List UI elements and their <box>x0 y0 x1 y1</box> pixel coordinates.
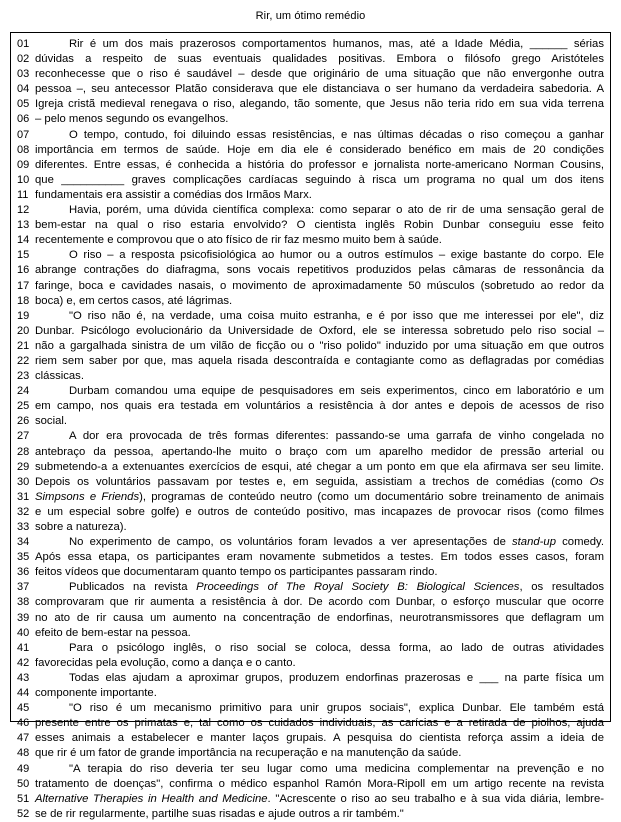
text-line <box>15 233 604 248</box>
line-text: favorecidas pela evolução, como a dança e o canto. <box>35 656 296 669</box>
line-text: Simpsons e Friends), programas de conteúdo neutro (como um documentário sobre treinamento de animais <box>35 490 604 503</box>
line-number: 46 <box>17 717 30 730</box>
line-number: 20 <box>17 324 30 337</box>
text-line <box>15 762 604 777</box>
line-text: Igreja cristã medieval renegava o riso, alegando, tão somente, que Jesus não teria rido em sua vida terrena <box>35 98 604 111</box>
line-number: 09 <box>17 158 30 171</box>
text-line <box>15 626 604 641</box>
text-line <box>15 354 604 369</box>
line-number: 50 <box>17 777 30 790</box>
line-number: 32 <box>17 505 30 518</box>
line-text: O riso – a resposta psicofisiológica ao humor ou a outros estímulos – exige bastante do corpo. Ele <box>69 249 604 262</box>
line-number: 51 <box>17 792 30 805</box>
line-text: sobre a natureza). <box>35 521 127 533</box>
line-number: 49 <box>17 762 30 775</box>
line-number: 06 <box>17 113 30 126</box>
line-text: pessoa –, seu antecessor Platão considerava que ele distanciava o ser humano da verdadeira sabedoria. A <box>35 83 604 96</box>
line-number: 28 <box>17 445 30 458</box>
line-number: 26 <box>17 415 30 428</box>
line-number: 48 <box>17 747 30 760</box>
text-line <box>15 565 604 580</box>
line-number: 12 <box>17 204 30 217</box>
line-text: – pelo menos segundo os evangelhos. <box>35 113 229 126</box>
line-text: No experimento de campo, os voluntários foram levados a ver apresentações de stand-up comedy. <box>69 536 604 549</box>
line-text: riem sem saber por que, mas aquela risada descontraída e contagiante como as deflagradas por comédias <box>35 354 604 367</box>
text-line <box>15 279 604 294</box>
text-line <box>15 37 604 52</box>
line-number: 43 <box>17 671 30 684</box>
text-line <box>15 218 604 233</box>
line-number: 35 <box>17 551 30 564</box>
text-line <box>15 188 604 203</box>
text-line <box>15 112 604 127</box>
line-text: Dunbar. Psicólogo evolucionário da Universidade de Oxford, ele se interessa sobretudo pelo riso social – <box>35 324 604 337</box>
line-text: feitos vídeos que documentaram quanto tempo os participantes passaram rindo. <box>35 566 438 579</box>
line-text: Depois os voluntários passavam por testes e, em seguida, assistiam a trechos de comédias (como Os <box>35 475 604 488</box>
line-text: se de rir regularmente, partilhe suas risadas e ajude outros a rir também." <box>35 807 404 820</box>
text-line <box>15 641 604 656</box>
line-number: 03 <box>17 68 30 81</box>
line-number: 29 <box>17 460 30 473</box>
line-text: Publicados na revista Proceedings of The Royal Society B: Biological Sciences, os resultados <box>69 581 605 594</box>
line-text: diferentes. Entre essas, é conhecida a história do professor e jornalista norte-americano Norman Cousins, <box>35 158 604 171</box>
line-number: 31 <box>17 490 30 503</box>
text-line <box>15 384 604 399</box>
line-text: componente importante. <box>35 687 157 700</box>
text-line <box>15 324 604 339</box>
text-line <box>15 505 604 520</box>
text-line <box>15 128 604 143</box>
line-text: presente entre os primatas e, tal como os cuidados individuais, as carícias e a retirada de piolhos, ajuda <box>35 717 604 730</box>
page-title: Rir, um ótimo remédio <box>255 10 366 22</box>
line-text: Rir é um dos mais prazerosos comportamentos humanos, mas, até a Idade Média, ______ sérias <box>69 38 604 50</box>
line-text: dúvidas a respeito de suas eventuais qualidades positivas. Embora o filósofo grego Aristóteles <box>35 53 604 66</box>
line-number: 38 <box>17 596 30 609</box>
line-number: 41 <box>17 641 30 654</box>
line-number: 45 <box>17 702 30 715</box>
text-lines <box>15 37 604 822</box>
line-number: 37 <box>17 581 30 594</box>
line-text: "A terapia do riso deveria ter seu lugar como uma medicina complementar na prevenção e no <box>69 762 604 775</box>
line-number: 34 <box>17 536 30 549</box>
line-text: Para o psicólogo inglês, o riso social se coloca, dessa forma, ao lado de outras atividades <box>69 641 604 654</box>
line-number: 21 <box>17 339 30 352</box>
text-line <box>15 52 604 67</box>
text-line <box>15 701 604 716</box>
line-text: antebraço da pessoa, apertando-lhe muito o braço com um aparelho medidor de pressão arterial ou <box>35 445 604 458</box>
line-number: 36 <box>17 566 30 579</box>
text-line <box>15 248 604 263</box>
text-line <box>15 595 604 610</box>
line-number: 39 <box>17 611 30 624</box>
line-text: clássicas. <box>35 370 84 383</box>
text-line <box>15 339 604 354</box>
line-number: 23 <box>17 370 30 383</box>
text-line <box>15 671 604 686</box>
line-number: 33 <box>17 521 30 533</box>
line-number: 52 <box>17 807 30 820</box>
line-text: não a gargalhada sinistra de um vilão de ficção ou o "riso polido" induzido por uma situação em que outros <box>35 339 604 352</box>
text-line <box>15 580 604 595</box>
line-number: 40 <box>17 626 30 639</box>
line-number: 22 <box>17 354 30 367</box>
line-text: efeito de bem-estar na pessoa. <box>35 626 191 639</box>
text-line <box>15 716 604 731</box>
text-line <box>15 143 604 158</box>
text-line <box>15 550 604 565</box>
line-number: 30 <box>17 475 30 488</box>
text-line <box>15 535 604 550</box>
text-line <box>15 807 604 822</box>
line-text: fundamentais era assistir a comédias dos Irmãos Marx. <box>35 188 312 201</box>
text-line <box>15 611 604 626</box>
line-number: 18 <box>17 294 30 307</box>
text-line <box>15 746 604 761</box>
text-line <box>15 294 604 309</box>
text-line <box>15 158 604 173</box>
line-text: recentemente e comprovou que o ato físico de rir faz mesmo muito bem à saúde. <box>35 234 442 247</box>
line-number: 04 <box>17 83 30 96</box>
line-text: no ato de rir causa um aumento na concentração de endorfinas, neurotransmissores que deflagram um <box>35 611 604 624</box>
line-text: Durbam comandou uma equipe de pesquisadores em seis experimentos, cinco em laboratório e um <box>69 385 604 398</box>
line-number: 10 <box>17 173 30 186</box>
text-line <box>15 399 604 414</box>
line-text: faringe, boca e cavidades nasais, o movimento de aproximadamente 50 músculos (sobretudo ao redor da <box>35 279 604 292</box>
text-line <box>15 460 604 475</box>
line-text: Havia, porém, uma dúvida científica complexa: como separar o ato de rir de uma sensação geral de <box>69 204 604 217</box>
line-number: 27 <box>17 430 30 443</box>
line-text: importância em termos de saúde. Hoje em dia ele é considerado benéfico em mais de 20 condições <box>35 143 604 156</box>
line-number: 44 <box>17 687 30 700</box>
line-number: 13 <box>17 219 30 232</box>
text-line <box>15 731 604 746</box>
text-line <box>15 656 604 671</box>
line-text: social. <box>35 415 68 428</box>
text-line <box>15 82 604 97</box>
text-line <box>15 97 604 112</box>
line-number: 47 <box>17 732 30 745</box>
line-number: 17 <box>17 279 30 292</box>
text-line <box>15 475 604 490</box>
line-text: boca) e, em certos casos, até lágrimas. <box>35 294 233 307</box>
line-text: que __________ graves complicações cardíacas seguindo à risca um programa no qual um dos itens <box>35 173 604 186</box>
line-text: esses animais a estabelecer e manter laços grupais. A pesquisa do cientista reforça assim a ideia de <box>35 732 604 745</box>
text-line <box>15 173 604 188</box>
line-number: 42 <box>17 656 30 669</box>
line-text: submetendo-a a extenuantes exercícios de esqui, até chegar a um ponto em que ela afirmava ser seu limite. <box>35 460 604 473</box>
text-line <box>15 369 604 384</box>
line-number: 08 <box>17 143 30 156</box>
line-text: O tempo, contudo, foi diluindo essas resistências, e nas últimas décadas o riso começou a ganhar <box>69 128 604 141</box>
text-line <box>15 777 604 792</box>
line-number: 14 <box>17 234 30 247</box>
text-line <box>15 429 604 444</box>
line-text: tratamento de doenças", confirma o médico espanhol Ramón Mora-Ripoll em um artigo recente na revista <box>35 777 604 790</box>
line-text: A dor era provocada de três formas diferentes: passando-se uma garrafa de vinho congelada no <box>69 430 604 443</box>
line-number: 07 <box>17 128 30 141</box>
line-text: "O riso não é, na verdade, uma coisa muito estranha, e é por isso que me interessei por ele", diz <box>69 309 604 322</box>
line-number: 02 <box>17 53 30 66</box>
line-number: 11 <box>17 188 29 201</box>
line-text: "O riso é um mecanismo primitivo para unir grupos sociais", explica Dunbar. Ele também está <box>69 702 604 715</box>
text-line <box>15 263 604 278</box>
line-number: 01 <box>17 38 30 50</box>
text-line <box>15 414 604 429</box>
line-number: 15 <box>17 249 30 262</box>
text-line <box>15 445 604 460</box>
line-number: 24 <box>17 385 30 398</box>
text-line <box>15 686 604 701</box>
text-line <box>15 67 604 82</box>
line-number: 25 <box>17 400 30 413</box>
line-text: reconhecesse que o riso é saudável – desde que originário de uma situação que não envergonhe outra <box>35 68 604 81</box>
line-number: 05 <box>17 98 30 111</box>
text-line <box>15 792 604 807</box>
text-line <box>15 490 604 505</box>
line-text: Todas elas ajudam a aproximar grupos, produzem endorfinas prazerosas e ___ na parte física um <box>69 671 604 684</box>
line-text: e um especial sobre golfe) e outros de conteúdo positivo, mas incapazes de provocar risos (como filmes <box>35 505 604 518</box>
text-line <box>15 309 604 324</box>
numbered-text-frame <box>10 32 611 820</box>
line-number: 19 <box>17 309 30 322</box>
line-text: Após essa etapa, os participantes eram novamente submetidos a testes. Em todos esses casos, foram <box>35 551 604 564</box>
text-line <box>15 203 604 218</box>
line-text: abrange contrações do diafragma, sons vocais repetitivos produzidos pelas câmaras de ressonância da <box>35 264 604 277</box>
line-text: Alternative Therapies in Health and Medicine. "Acrescente o riso ao seu trabalho e à sua vida diária, lembre- <box>35 792 604 805</box>
line-text: comprovaram que rir aumenta a resistência à dor. De acordo com Dunbar, o esforço muscular que ocorre <box>35 596 604 609</box>
text-line <box>15 520 604 535</box>
line-text: bem-estar na qual o riso estaria envolvido? O cientista inglês Robin Dunbar conseguiu esse feito <box>35 219 604 232</box>
line-text: que rir é um fator de grande importância na recuperação e na manutenção da saúde. <box>35 747 462 760</box>
line-text: em campo, nos quais era testada em voluntários a resistência à dor antes e depois de acessos de riso <box>35 400 604 413</box>
line-number: 16 <box>17 264 30 277</box>
